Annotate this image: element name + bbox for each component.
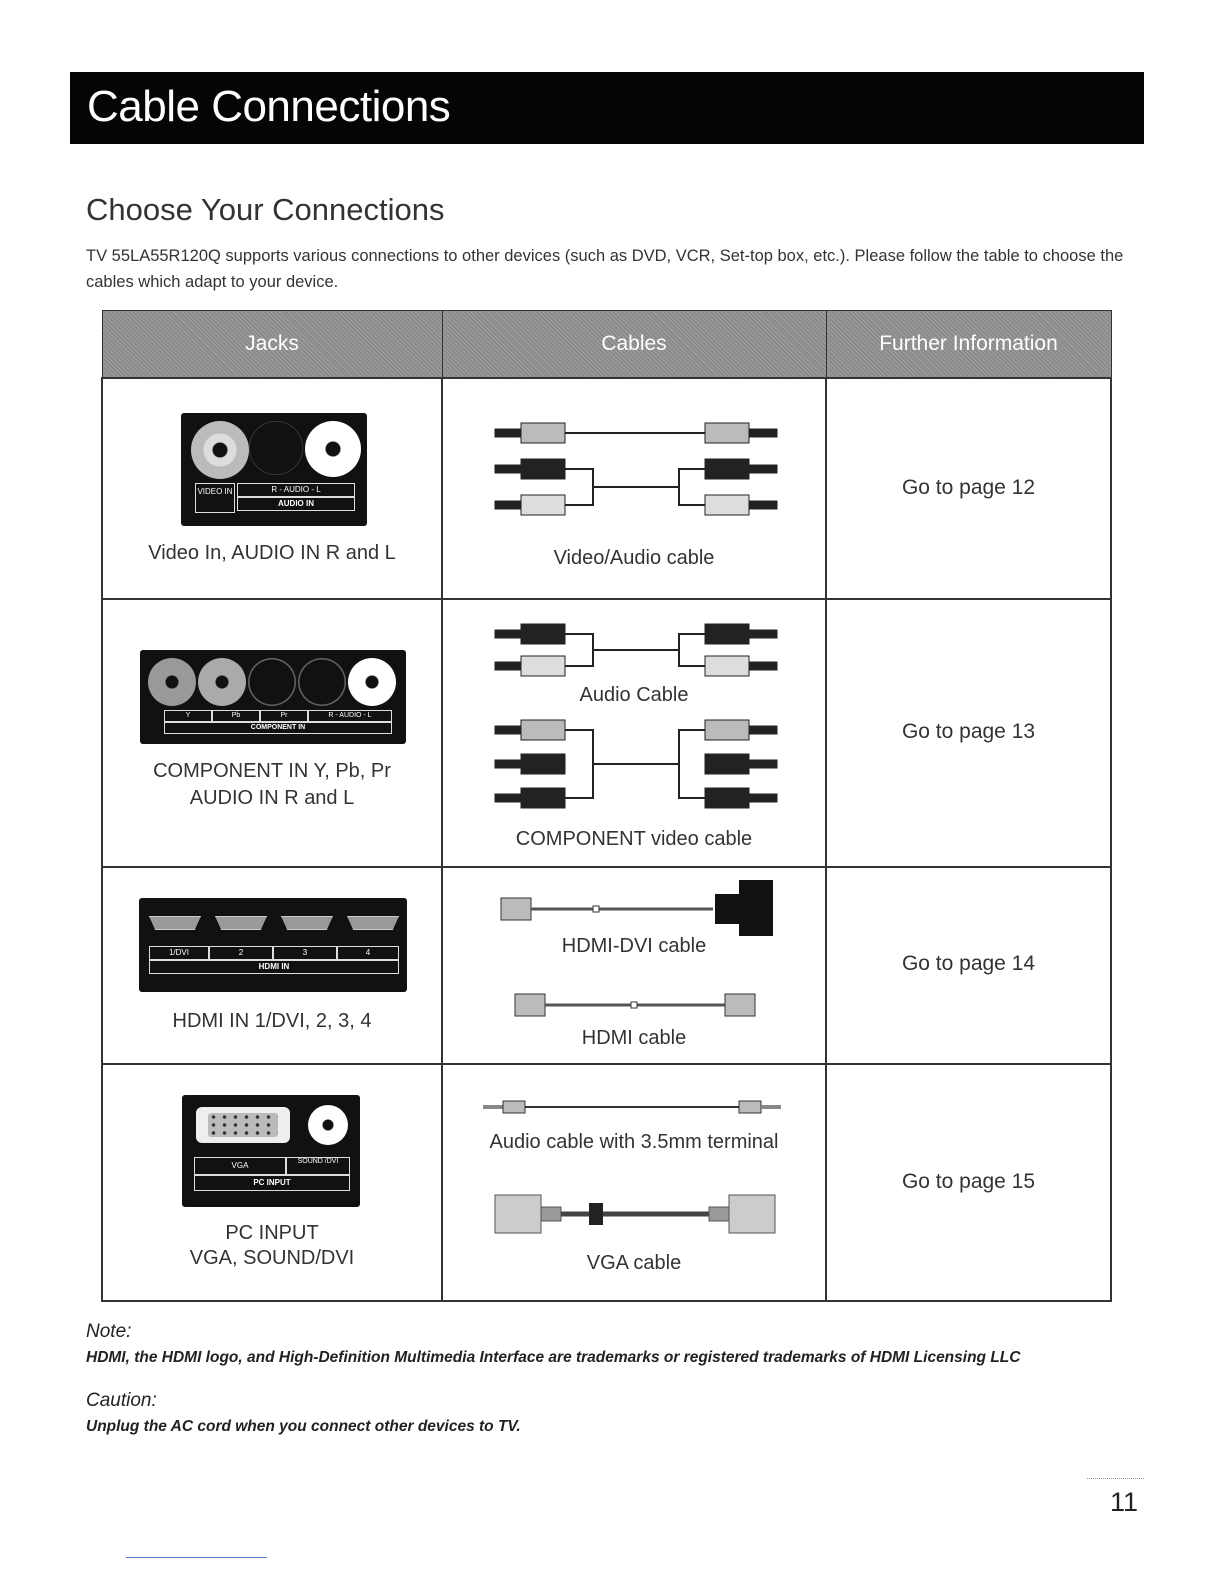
cable-label: HDMI cable [581,1027,687,1049]
component-pb-jack-icon [198,658,246,706]
jack-cell [102,1064,442,1301]
caution-text: Unplug the AC cord when you connect other devices to TV. [86,1418,521,1435]
vga-label: VGA [194,1157,286,1175]
hdmi-cable-image [443,986,827,1026]
vga-port-icon [196,1107,290,1143]
table-header-row [102,311,1111,379]
jack-label: HDMI IN 1/DVI, 2, 3, 4 [172,1010,372,1032]
header-further-information: Further Information [826,311,1111,379]
video-in-jack-icon [191,421,249,479]
cable-cell [442,599,826,867]
note-heading: Note: [86,1321,132,1342]
cable-label: VGA cable [586,1252,682,1274]
intro-paragraph: TV 55LA55R120Q supports various connections to other devices (such as DVD, VCR, Set-top box, etc.). Please follow the table to choose the cables which adapt to your device. [86,247,1124,291]
pr-label: Pr [260,710,308,722]
page-title: Cable Connections [87,82,451,131]
header-jacks: Jacks [102,311,442,379]
further-info-text: Go to page 14 [901,952,1036,975]
jack-label-line-1: PC INPUT [225,1222,319,1244]
table-row [102,867,1111,1064]
table-row [102,599,1111,867]
table-row [102,378,1111,599]
jack-cell [102,867,442,1064]
cable-label: HDMI-DVI cable [561,935,707,957]
component-pr-jack-icon [248,658,296,706]
pb-label: Pb [212,710,260,722]
jack-label: Video In, AUDIO IN R and L [148,542,396,564]
info-cell [826,867,1111,1064]
page-number-rule [1087,1478,1144,1479]
note-text: HDMI, the HDMI logo, and High-Definition Multimedia Interface are trademarks or registered trademarks of HDMI Licensing LLC [86,1349,1021,1366]
audio-l-jack-icon [348,658,396,706]
further-info-text: Go to page 13 [901,720,1036,743]
audio-label-top: R - AUDIO - L [237,483,355,497]
hdmi-jack-panel-image [139,898,407,992]
audio-label: R - AUDIO - L [308,710,392,722]
section-title: Choose Your Connections [86,192,445,227]
page-header [70,72,1144,144]
table-row [102,1064,1111,1301]
jack-label-line-2: AUDIO IN R and L [189,787,355,809]
cable-label: Audio cable with 3.5mm terminal [489,1131,779,1153]
hdmi-port-1-label: 1/DVI [149,946,209,960]
audio-cable-image [443,616,827,686]
hdmi-port-4-label: 4 [337,946,399,960]
hdmi-port-1-icon [149,916,201,930]
audio-r-jack-icon [298,658,346,706]
jack-label-line-1: COMPONENT IN Y, Pb, Pr [153,760,391,782]
vga-cable-image [443,1189,827,1239]
caution-heading: Caution: [86,1390,157,1411]
hdmi-dvi-cable-image [443,876,827,936]
component-video-cable-image [443,712,827,812]
y-label: Y [164,710,212,722]
cable-label: COMPONENT video cable [515,828,753,850]
component-jack-panel-image [140,650,406,744]
component-in-label: COMPONENT IN [164,722,392,734]
hdmi-in-label: HDMI IN [149,960,399,974]
info-cell [826,378,1111,599]
further-info-text: Go to page 12 [901,476,1036,499]
audio-r-jack-icon [249,421,303,475]
info-cell [826,599,1111,867]
hdmi-port-2-label: 2 [209,946,273,960]
pc-input-label: PC INPUT [194,1175,350,1191]
cable-label: Video/Audio cable [553,547,715,569]
audio-in-label: AUDIO IN [237,497,355,511]
pc-input-jack-panel-image [182,1095,360,1207]
sound-dvi-label: SOUND /DVI [286,1157,350,1175]
page-number: 11 [1110,1487,1139,1517]
component-y-jack-icon [148,658,196,706]
hdmi-port-3-icon [281,916,333,930]
hdmi-port-3-label: 3 [273,946,337,960]
jack-cell [102,378,442,599]
cable-label: Audio Cable [579,684,689,706]
cable-cell [442,1064,826,1301]
further-info-text: Go to page 15 [901,1170,1036,1193]
video-in-label: VIDEO IN [195,483,235,513]
footer-link-underline [126,1557,267,1558]
connections-table [101,310,1112,1302]
audio-3-5mm-cable-image [443,1093,827,1123]
sound-dvi-jack-icon [308,1105,348,1145]
hdmi-port-4-icon [347,916,399,930]
video-audio-cable-image [443,409,827,549]
jack-label-line-2: VGA, SOUND/DVI [189,1247,355,1269]
header-cables: Cables [442,311,826,379]
jack-cell [102,599,442,867]
hdmi-port-2-icon [215,916,267,930]
av-jack-panel-image [181,413,367,526]
audio-l-jack-icon [305,421,361,477]
cable-cell [442,378,826,599]
info-cell [826,1064,1111,1301]
cable-cell [442,867,826,1064]
